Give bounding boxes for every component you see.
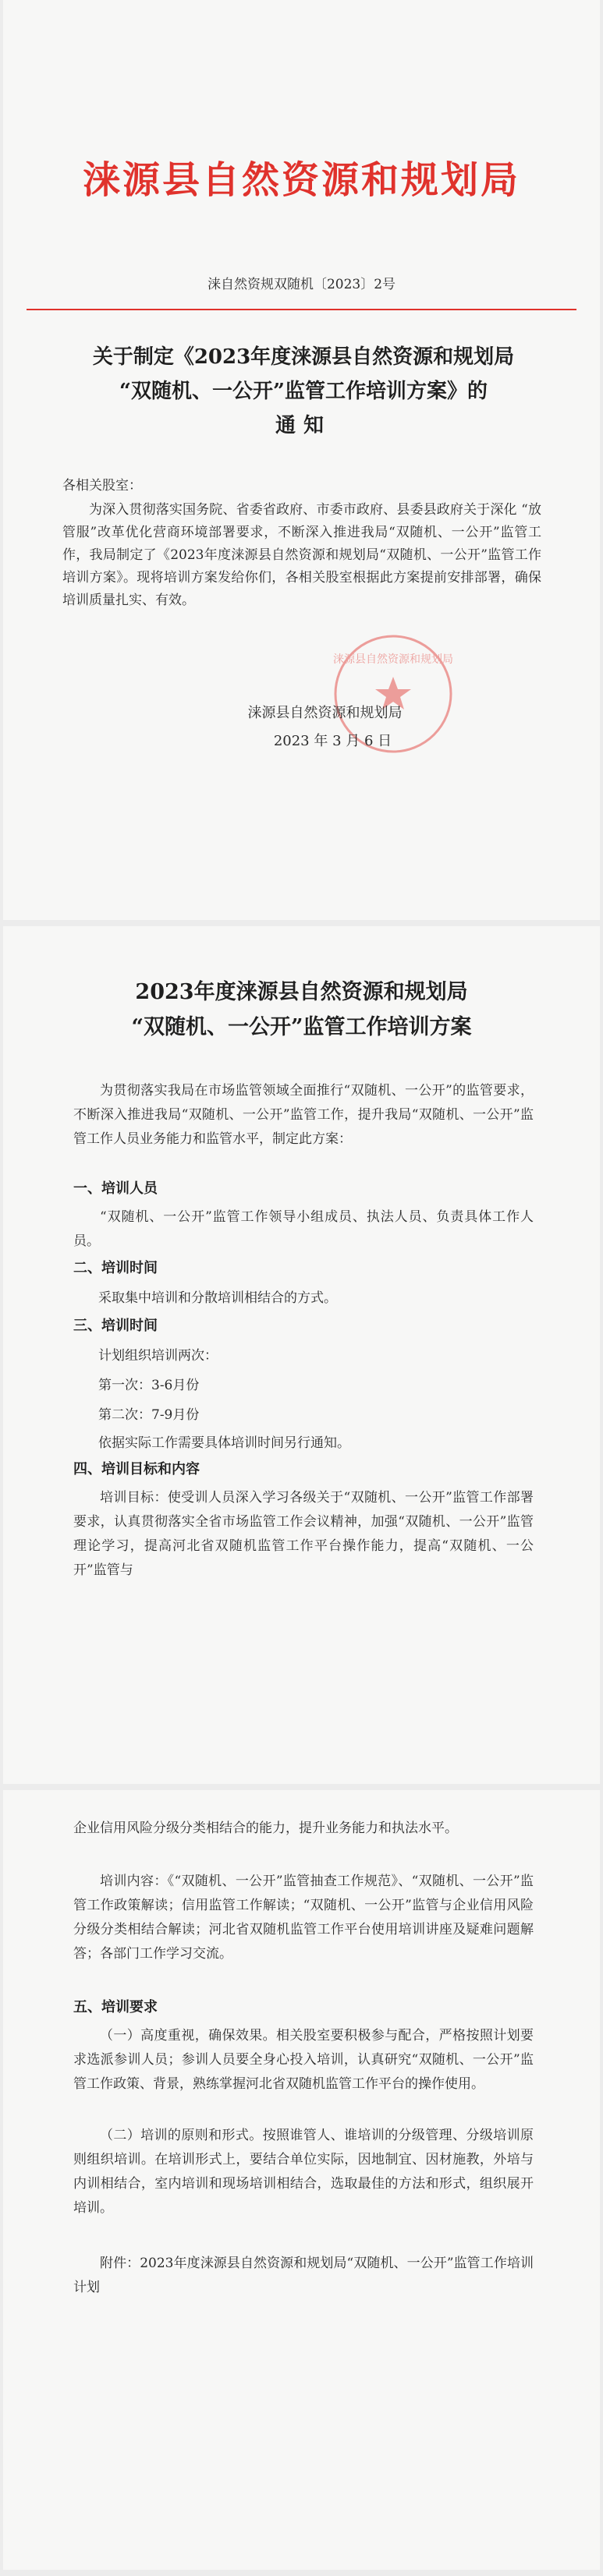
section-4-heading: 四、培训目标和内容 (73, 1461, 200, 1477)
section-4-goal-part1: 培训目标：使受训人员深入学习各级关于“双随机、一公开”监管工作部署要求，认真贯彻落实全省市场监管工作会议精神，加强“双随机、一公开”监管理论学习，提高河北省双随机监管工作平台操作能力，提高“双随机、一公开”监管与 (73, 1490, 534, 1578)
section-5-heading: 五、培训要求 (73, 1999, 158, 2015)
section-3-heading: 三、培训时间 (73, 1318, 158, 1334)
notice-body: 为深入贯彻落实国务院、省委省政府、市委市政府、县委县政府关于深化 “放管服”改革优化营商环境部署要求，不断深入推进我局“双随机、一公开”监管工作，我局制定了《2023年度涞源县自然资源和规划局“双随机、一公开”监管工作培训方案》。现将培训方案发给你们，各相关股室根据此方案提前安排部署，确保培训质量扎实、有效。 (62, 502, 541, 608)
section-4-content: 培训内容：《“双随机、一公开”监管抽查工作规范》、“双随机、一公开”监管工作政策解读；信用监管工作解读；“双随机、一公开”监管与企业信用风险分级分类相结合解读；河北省双随机监管工作平台使用培训讲座及疑难问题解答；各部门工作学习交流。 (73, 1874, 534, 1962)
section-2-text: 采取集中培训和分散培训相结合的方式。 (98, 1290, 337, 1306)
document-number: 涞自然资规双随机〔2023〕2号 (207, 277, 396, 292)
section-5-item2: （二）培训的原则和形式。按照谁管人、谁培训的分级管理、分级培训原则组织培训。在培训形式上，要结合单位实际，因地制宜、因材施教，外培与内训相结合，室内培训和现场培训相结合，选取最佳的方法和形式，组织展开培训。 (73, 2128, 534, 2216)
sign-date: 2023 年 3 月 6 日 (273, 733, 392, 749)
red-divider (27, 309, 576, 310)
section-3-line3: 第二次：7-9月份 (98, 1407, 200, 1423)
signer: 涞源县自然资源和规划局 (247, 705, 403, 721)
notice-page (3, 0, 600, 920)
section-3-line2: 第一次：3-6月份 (98, 1378, 200, 1393)
salutation: 各相关股室： (62, 478, 142, 494)
plan-title-line1: 2023年度涞源县自然资源和规划局 (135, 980, 468, 1004)
section-2-heading: 二、培训时间 (73, 1260, 158, 1276)
plan-title (0, 975, 603, 1045)
attachment-note: 附件：2023年度涞源县自然资源和规划局“双随机、一公开”监管工作培训计划 (73, 2256, 534, 2295)
section-1-text: “双随机、一公开”监管工作领导小组成员、执法人员、负责具体工作人员。 (73, 1209, 534, 1249)
org-header: 涞源县自然资源和规划局 (82, 158, 520, 202)
section-3-line4: 依据实际工作需要具体培训时间另行通知。 (98, 1435, 350, 1451)
notice-title-line2: “双随机、一公开”监管工作培训方案》的 (119, 380, 488, 403)
plan-intro: 为贯彻落实我局在市场监管领域全面推行“双随机、一公开”的监管要求，不断深入推进我局“双随机、一公开”监管工作，提升我局“双随机、一公开”监管工作人员业务能力和监管水平，制定此方案： (73, 1083, 534, 1147)
notice-title-line3: 通知 (275, 414, 332, 437)
notice-title (50, 340, 557, 443)
seal-text: 涞源县自然资源和规划局 (333, 653, 453, 666)
section-1-heading: 一、培训人员 (73, 1180, 158, 1197)
plan-page-1 (3, 926, 600, 1784)
section-5-item1: （一）高度重视，确保效果。相关股室要积极参与配合，严格按照计划要求选派参训人员；参训人员要全身心投入培训，认真研究“双随机、一公开”监管工作政策、背景，熟练掌握河北省双随机监管工作平台的操作使用。 (73, 2028, 534, 2092)
notice-title-line1: 关于制定《2023年度涞源县自然资源和规划局 (92, 345, 515, 369)
section-3-line1: 计划组织培训两次： (98, 1348, 218, 1364)
plan-title-line2: “双随机、一公开”监管工作培训方案 (131, 1015, 472, 1039)
section-4-goal-part2: 企业信用风险分级分类相结合的能力，提升业务能力和执法水平。 (73, 1821, 458, 1836)
